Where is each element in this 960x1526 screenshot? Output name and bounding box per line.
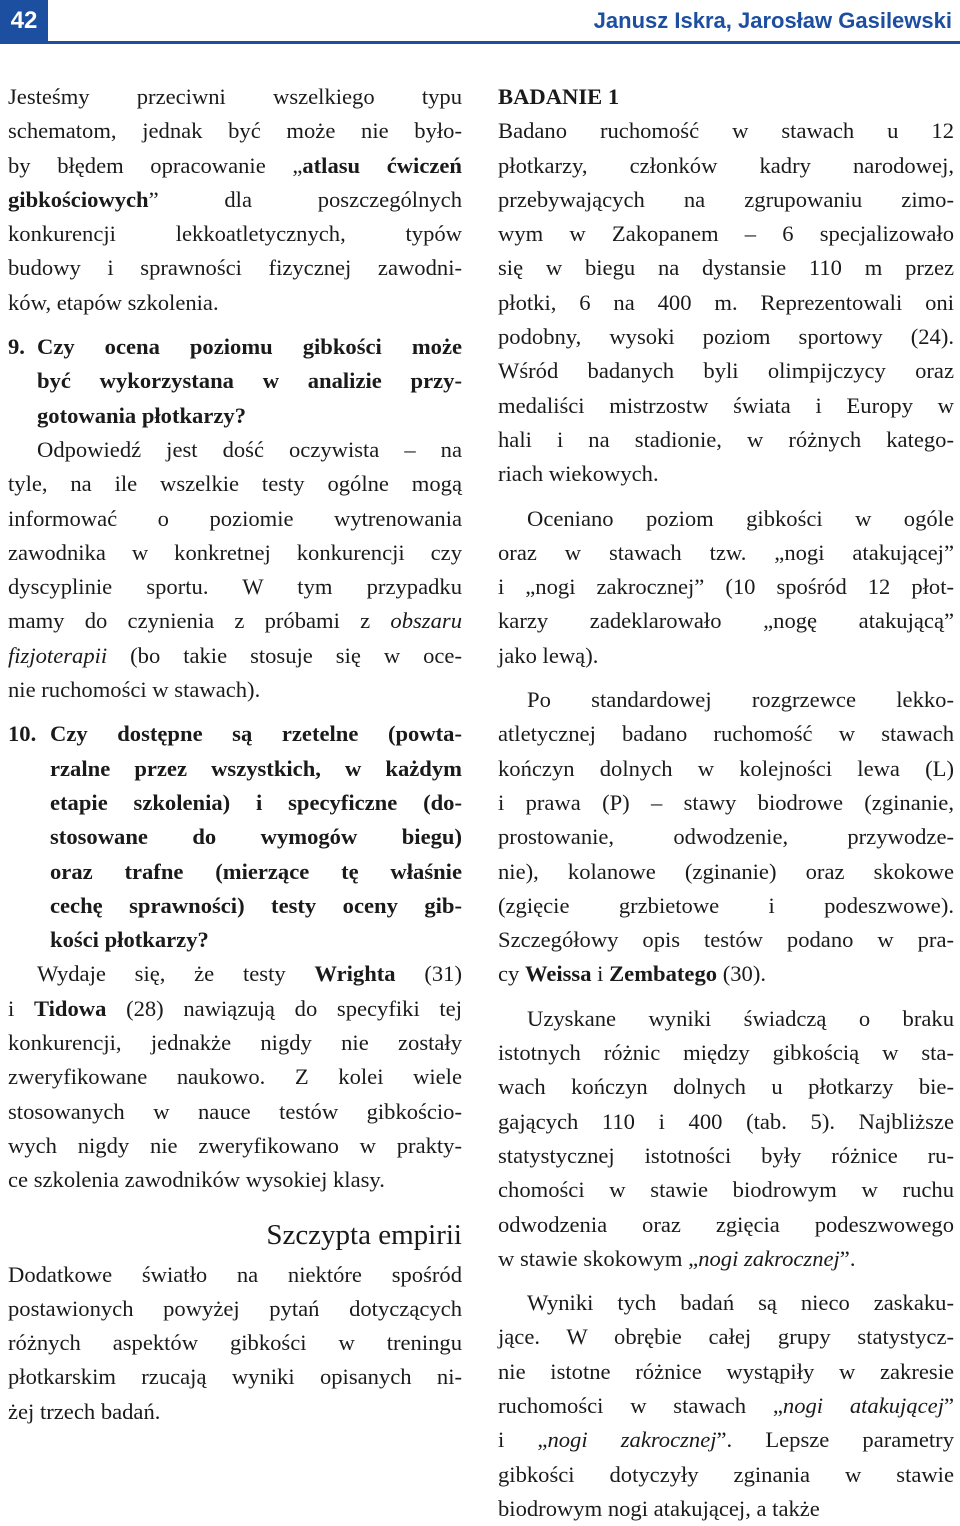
text-line [498, 855, 954, 889]
running-head-authors: Janusz Iskra, Jarosław Gasilewski [593, 8, 952, 33]
text-line [8, 149, 462, 183]
text-run: Szczegółowy opis testów podano w pra- [498, 927, 954, 953]
answer-9-paragraph [8, 433, 462, 707]
text-run: ruchomości w stawach „ [498, 1392, 783, 1418]
question-text: być wykorzystana w analizie przy- [37, 368, 462, 394]
page-header [0, 0, 960, 44]
text-line [498, 1355, 954, 1389]
text-run: Uzyskane wyniki świadczą o braku [527, 1005, 954, 1031]
question-text: Czy ocena poziomu gibkości może [37, 334, 462, 360]
text-line [8, 1326, 462, 1360]
question-text: stosowane do wymogów biegu) [50, 824, 462, 850]
text-line [8, 1292, 462, 1326]
text-line [8, 433, 462, 467]
text-line [8, 536, 462, 570]
text-run: i [8, 995, 34, 1021]
text-run: nie), kolanowe (zginanie) oraz skokowe [498, 858, 954, 884]
text-line [498, 1286, 954, 1320]
text-line [498, 1423, 954, 1457]
text-line [498, 1242, 954, 1276]
text-run: nie istotne różnice wystąpiły w zakresie [498, 1358, 954, 1384]
text-run: jące. W obrębie całej grupy statystycz- [498, 1324, 954, 1350]
question-line [8, 330, 462, 364]
text-line [8, 1060, 462, 1094]
text-run: i „nogi zakrocznej” (10 spośród 12 płot- [498, 574, 954, 600]
text-line [8, 251, 462, 285]
bold-text: gibkościowych [8, 186, 149, 212]
text-line [8, 467, 462, 501]
text-run: mamy do czynienia z próbami z [8, 608, 391, 634]
text-run: jako lewą). [498, 642, 599, 668]
text-run: podobny, wysoki poziom sportowy (24). [498, 324, 954, 350]
text-line [8, 286, 462, 320]
text-run: ce szkolenia zawodników wysokiej klasy. [8, 1167, 385, 1193]
text-run: konkurencji lekkoatletycznych, typów [8, 221, 462, 247]
text-run: ”. Lepsze parametry [716, 1427, 955, 1453]
text-run: dyscyplinie sportu. W tym przypadku [8, 574, 462, 600]
question-line [8, 717, 462, 751]
question-line [8, 752, 462, 786]
question-text: rzalne przez wszystkich, w każdym [50, 755, 462, 781]
text-run: Dodatkowe światło na niektóre spośród [8, 1261, 462, 1287]
study-paragraph-4 [498, 1002, 954, 1276]
right-column [498, 80, 954, 1526]
text-line [498, 639, 954, 673]
text-run: hali i na stadionie, w różnych katego- [498, 426, 954, 452]
question-text: etapie szkolenia) i specyficzne (do- [50, 789, 462, 815]
italic-text: nogi zakrocznej [547, 1427, 717, 1453]
text-run: przebywających na zgrupowaniu zimo- [498, 186, 954, 212]
text-run: Jesteśmy przeciwni wszelkiego typu [8, 84, 462, 109]
text-run: Po standardowej rozgrzewce lekko- [527, 687, 954, 713]
italic-text: nogi atakującej [782, 1392, 944, 1418]
text-line [8, 217, 462, 251]
text-line [8, 1360, 462, 1394]
bold-text: atlasu ćwiczeń [302, 152, 462, 178]
text-run: Oceniano poziom gibkości w ogóle [527, 505, 954, 531]
text-run: nie ruchomości w stawach). [8, 677, 261, 703]
question-text: kości płotkarzy? [50, 927, 209, 953]
text-line [8, 502, 462, 536]
text-run: atletycznej badano ruchomość w stawach [498, 721, 954, 747]
text-run: oraz w stawach tzw. „nogi atakującej” [498, 539, 954, 565]
question-line [8, 399, 462, 433]
text-run: ków, etapów szkolenia. [8, 289, 219, 315]
question-number: 9. [8, 334, 25, 360]
text-run: cy [498, 961, 525, 987]
text-line [498, 183, 954, 217]
text-line [498, 683, 954, 717]
text-run: gibkości dotyczyły zginania w stawie [498, 1461, 954, 1487]
text-run: chomości w stawie biodrowym w ruchu [498, 1177, 954, 1203]
text-line [8, 604, 462, 638]
text-line [8, 1395, 462, 1429]
text-line [498, 1208, 954, 1242]
text-line [8, 1026, 462, 1060]
italic-text: nogi zakrocznej [698, 1245, 840, 1271]
text-run: wych nigdy nie zweryfikowano w prakty- [8, 1132, 462, 1158]
bold-text: Tidowa [33, 995, 107, 1021]
text-line [498, 389, 954, 423]
text-line [8, 1163, 462, 1197]
text-line [498, 217, 954, 251]
text-line [498, 889, 954, 923]
study-paragraph-2 [498, 502, 954, 673]
text-line [498, 354, 954, 388]
text-line [498, 149, 954, 183]
text-run: ”. [839, 1245, 856, 1271]
text-line [498, 820, 954, 854]
text-run: postawionych powyżej pytań dotyczących [8, 1295, 462, 1321]
text-line [498, 114, 954, 148]
text-run: żej trzech badań. [8, 1398, 161, 1424]
text-line [8, 1258, 462, 1292]
study-heading: BADANIE 1 [498, 84, 620, 109]
text-line [498, 752, 954, 786]
italic-text: obszaru [390, 608, 462, 634]
section-heading: Szczypta empirii [266, 1218, 462, 1251]
bold-text: Zembatego [609, 961, 718, 987]
text-line [8, 992, 462, 1026]
text-run: (bo takie stosuje się w oce- [107, 642, 462, 668]
text-run: by błędem opracowanie „ [8, 152, 303, 178]
text-line [498, 1139, 954, 1173]
text-run: (zgięcie grzbietowe i podeszwowe). [498, 892, 954, 918]
text-run: i „ [498, 1427, 548, 1453]
text-run: tyle, na ile wszelkie testy ogólne mogą [8, 471, 462, 497]
study-paragraph-1 [498, 114, 954, 491]
text-run: różnych aspektów gibkości w treningu [8, 1330, 462, 1356]
text-line [8, 1095, 462, 1129]
text-line [498, 1105, 954, 1139]
text-run: wach kończyn dolnych u płotkarzy bie- [498, 1074, 954, 1100]
question-line [8, 364, 462, 398]
text-line [498, 320, 954, 354]
text-run: i [591, 961, 610, 987]
text-run: Badano ruchomość w stawach u 12 [498, 118, 954, 144]
bold-text: Wrighta [314, 961, 396, 987]
section-paragraph [8, 1258, 462, 1429]
intro-paragraph [8, 80, 462, 320]
question-9 [8, 330, 462, 433]
text-line [8, 957, 462, 991]
text-line [498, 717, 954, 751]
text-run: medaliści mistrzostw świata i Europy w [498, 392, 954, 418]
text-run: konkurencji, jednakże nigdy nie zostały [8, 1030, 462, 1056]
text-run: odwodzenia oraz zgięcia podeszwowego [498, 1211, 954, 1237]
text-line [8, 570, 462, 604]
text-run: Wśród badanych byli olimpijczycy oraz [498, 358, 954, 384]
text-run: i prawa (P) – stawy biodrowe (zginanie, [498, 789, 954, 815]
text-run: Wyniki tych badań są nieco zaskaku- [527, 1290, 954, 1316]
text-run: Wydaje się, że testy [37, 961, 315, 987]
text-run: płotkarzy, członków kadry narodowej, [498, 152, 954, 178]
text-line [498, 251, 954, 285]
study-paragraph-3 [498, 683, 954, 992]
text-line [498, 502, 954, 536]
text-line [498, 923, 954, 957]
text-line [498, 570, 954, 604]
bold-text: Weissa [524, 961, 592, 987]
text-line [8, 639, 462, 673]
text-line [498, 1173, 954, 1207]
text-run: ” dla poszczególnych [148, 186, 462, 212]
text-run: zawodnika w konkretnej konkurencji czy [8, 539, 462, 565]
text-line [8, 1129, 462, 1163]
question-10 [8, 717, 462, 957]
answer-10-paragraph [8, 957, 462, 1197]
text-run: schematom, jednak być może nie było- [8, 118, 462, 144]
question-line [8, 820, 462, 854]
text-run: statystycznej istotności były różnice ru- [498, 1142, 954, 1168]
text-run: się w biegu na dystansie 110 m przez [498, 255, 954, 281]
text-run: płotkarskim rzucają wyniki opisanych ni- [8, 1364, 462, 1390]
text-run: karzy zadeklarowało „nogę atakującą” [498, 608, 954, 634]
text-line [498, 286, 954, 320]
text-run: (31) [395, 961, 462, 987]
text-run: informować o poziomie wytrenowania [8, 505, 462, 531]
page-number: 42 [0, 0, 48, 41]
text-line [498, 604, 954, 638]
text-line [8, 114, 462, 148]
text-run: Odpowiedź jest dość oczywista – na [37, 436, 462, 462]
question-text: cechę sprawności) testy oceny gib- [50, 892, 462, 918]
question-line [8, 855, 462, 889]
question-text: oraz trafne (mierzące tę właśnie [50, 858, 462, 884]
text-run: biodrowym nogi atakującej, a także [498, 1495, 820, 1521]
text-line [498, 536, 954, 570]
left-column [8, 80, 462, 1429]
study-paragraph-5 [498, 1286, 954, 1526]
question-number: 10. [8, 721, 37, 747]
text-line [8, 80, 462, 114]
text-run: płotki, 6 na 400 m. Reprezentowali oni [498, 289, 954, 315]
text-run: riach wiekowych. [498, 461, 659, 487]
text-run: budowy i sprawności fizycznej zawodni- [8, 255, 462, 281]
text-line [498, 786, 954, 820]
text-line [498, 957, 954, 991]
text-run: gających 110 i 400 (tab. 5). Najbliższe [498, 1108, 954, 1134]
text-line [498, 1389, 954, 1423]
text-line [8, 183, 462, 217]
text-run: kończyn dolnych w kolejności lewa (L) [498, 755, 954, 781]
italic-text: fizjoterapii [8, 642, 108, 668]
text-line [498, 1320, 954, 1354]
question-text: Czy dostępne są rzetelne (powta- [50, 721, 462, 747]
question-line [8, 786, 462, 820]
text-run: stosowanych w nauce testów gibkościo- [8, 1098, 462, 1124]
text-line [498, 1070, 954, 1104]
text-run: ” [943, 1392, 954, 1418]
text-run: istotnych różnic między gibkością w sta- [498, 1040, 954, 1066]
question-line [8, 889, 462, 923]
text-line [498, 1492, 954, 1526]
question-text: gotowania płotkarzy? [37, 402, 246, 428]
text-line [8, 673, 462, 707]
text-run: (30). [717, 961, 766, 987]
text-run: prostowanie, odwodzenie, przywodze- [498, 824, 954, 850]
text-run: (28) nawiązują do specyfiki tej [106, 995, 462, 1021]
text-line [498, 1002, 954, 1036]
question-line [8, 923, 462, 957]
text-run: wym w Zakopanem – 6 specjalizowało [498, 221, 954, 247]
text-line [498, 457, 954, 491]
text-run: zweryfikowane naukowo. Z kolei wiele [8, 1064, 462, 1090]
text-run: w stawie skokowym „ [498, 1245, 699, 1271]
text-line [498, 423, 954, 457]
text-line [498, 1036, 954, 1070]
text-line [498, 1458, 954, 1492]
